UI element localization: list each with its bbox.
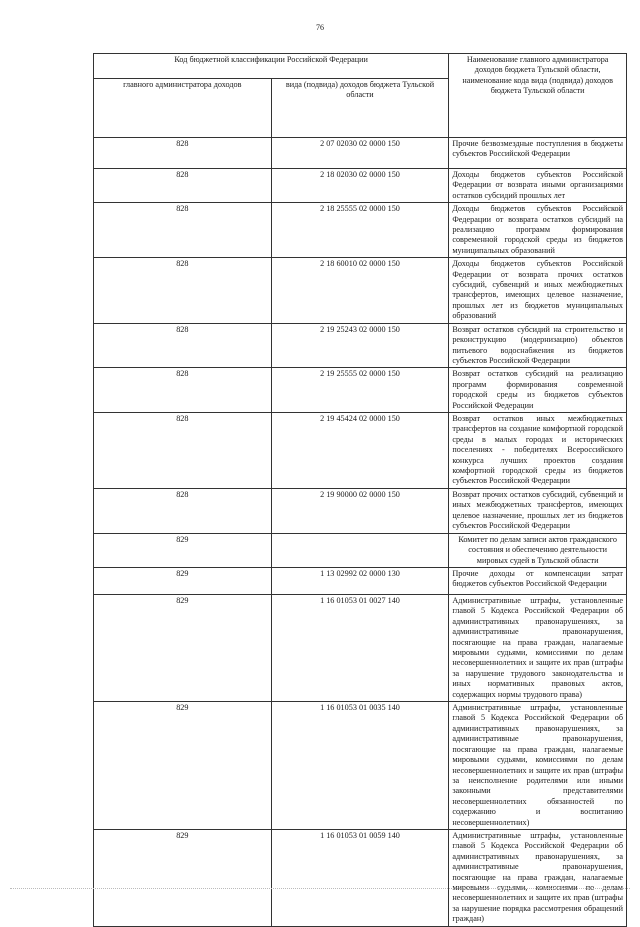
table-row (94, 488, 627, 533)
header-col-kind: вида (подвида) доходов бюджета Тульской области (271, 79, 449, 138)
header-col-admin: главного администратора доходов (94, 79, 272, 138)
table-row (94, 533, 627, 567)
income-code-cell (271, 533, 449, 567)
table-row (94, 595, 627, 702)
income-code-cell: 2 19 45424 02 0000 150 (271, 412, 449, 488)
table-row (94, 258, 627, 323)
income-code-cell: 2 18 25555 02 0000 150 (271, 203, 449, 258)
table-header-row (94, 54, 627, 79)
income-name-cell: Доходы бюджетов субъектов Российской Федерации от возврата иными организациями остатков субсидий прошлых лет (449, 169, 627, 203)
income-name-cell: Возврат остатков субсидий на строительство и реконструкцию (модернизацию) объектов питьевого водоснабжения из бюджетов субъектов Российской Федерации (449, 323, 627, 368)
income-name-cell: Прочие доходы от компенсации затрат бюджетов субъектов Российской Федерации (449, 568, 627, 595)
income-code-cell: 2 18 60010 02 0000 150 (271, 258, 449, 323)
admin-code-cell: 828 (94, 323, 272, 368)
page-number: 76 (316, 23, 324, 32)
income-code-cell: 2 19 90000 02 0000 150 (271, 488, 449, 533)
table-row (94, 138, 627, 169)
admin-code-cell: 829 (94, 595, 272, 702)
table-row (94, 203, 627, 258)
table-row (94, 169, 627, 203)
income-name-cell: Комитет по делам записи актов гражданского состояния и обеспечению деятельности мировых судей в Тульской области (449, 533, 627, 567)
income-name-cell: Административные штрафы, установленные главой 5 Кодекса Российской Федерации об административных правонарушениях, за административные правонарушения, посягающие на права граждан, налагаемые мировыми судьями, комиссиями по делам несовершеннолетних и защите их прав (штрафы за нарушение трудового законодательства и иных нормативных правовых актов, содержащих нормы трудового права) (449, 595, 627, 702)
table-body (94, 138, 627, 927)
income-code-cell: 2 19 25555 02 0000 150 (271, 368, 449, 413)
income-name-cell: Прочие безвозмездные поступления в бюджеты субъектов Российской Федерации (449, 138, 627, 169)
income-code-cell: 2 07 02030 02 0000 150 (271, 138, 449, 169)
table-row (94, 323, 627, 368)
income-code-cell: 2 18 02030 02 0000 150 (271, 169, 449, 203)
admin-code-cell: 829 (94, 568, 272, 595)
header-code-group: Код бюджетной классификации Российской Федерации (94, 54, 449, 79)
header-admin-name: Наименование главного администратора доходов бюджета Тульской области, наименование кода вида (подвида) доходов бюджета Тульской области (449, 54, 627, 138)
income-code-cell: 2 19 25243 02 0000 150 (271, 323, 449, 368)
admin-code-cell: 829 (94, 702, 272, 830)
income-name-cell: Административные штрафы, установленные главой 5 Кодекса Российской Федерации об административных правонарушениях, за административные правонарушения, посягающие на права граждан, налагаемые мировыми судьями, комиссиями по делам несовершеннолетних и защите их прав (штрафы за нарушение порядка рассмотрения обращений граждан) (449, 829, 627, 926)
income-name-cell: Возврат остатков иных межбюджетных трансфертов на создание комфортной городской среды в малых городах и исторических поселениях - победителях Всероссийского конкурса лучших проектов создания комфортной городской среды из бюджетов субъектов Российской Федерации (449, 412, 627, 488)
admin-code-cell: 828 (94, 258, 272, 323)
income-name-cell: Доходы бюджетов субъектов Российской Федерации от возврата прочих остатков субсидий, субвенций и иных межбюджетных трансфертов, имеющих целевое назначение, прошлых лет из бюджетов муниципальных образований (449, 258, 627, 323)
income-code-cell: 1 16 01053 01 0059 140 (271, 829, 449, 926)
table-row (94, 568, 627, 595)
admin-code-cell: 828 (94, 488, 272, 533)
income-name-cell: Административные штрафы, установленные главой 5 Кодекса Российской Федерации об административных правонарушениях, за административные правонарушения, посягающие на права граждан, налагаемые мировыми судьями, комиссиями по делам несовершеннолетних и защите их прав (штрафы за неисполнение родителями или иными законными представителями несовершеннолетних обязанностей по содержанию и воспитанию несовершеннолетних) (449, 702, 627, 830)
table-row (94, 368, 627, 413)
income-code-cell: 1 13 02992 02 0000 130 (271, 568, 449, 595)
budget-codes-table (93, 53, 627, 927)
table-row (94, 829, 627, 926)
income-name-cell: Доходы бюджетов субъектов Российской Федерации от возврата остатков субсидий на реализацию программ формирования современной городской среды из бюджетов муниципальных образований (449, 203, 627, 258)
admin-code-cell: 828 (94, 138, 272, 169)
scan-edge-artifact (10, 888, 630, 891)
income-name-cell: Возврат прочих остатков субсидий, субвенций и иных межбюджетных трансфертов, имеющих целевое назначение, прошлых лет из бюджетов субъектов Российской Федерации (449, 488, 627, 533)
income-code-cell: 1 16 01053 01 0027 140 (271, 595, 449, 702)
income-name-cell: Возврат остатков субсидий на реализацию программ формирования современной городской среды из бюджетов субъектов Российской Федерации (449, 368, 627, 413)
admin-code-cell: 829 (94, 533, 272, 567)
admin-code-cell: 828 (94, 368, 272, 413)
admin-code-cell: 828 (94, 203, 272, 258)
table-row (94, 702, 627, 830)
admin-code-cell: 828 (94, 169, 272, 203)
income-code-cell: 1 16 01053 01 0035 140 (271, 702, 449, 830)
table-row (94, 412, 627, 488)
admin-code-cell: 829 (94, 829, 272, 926)
admin-code-cell: 828 (94, 412, 272, 488)
